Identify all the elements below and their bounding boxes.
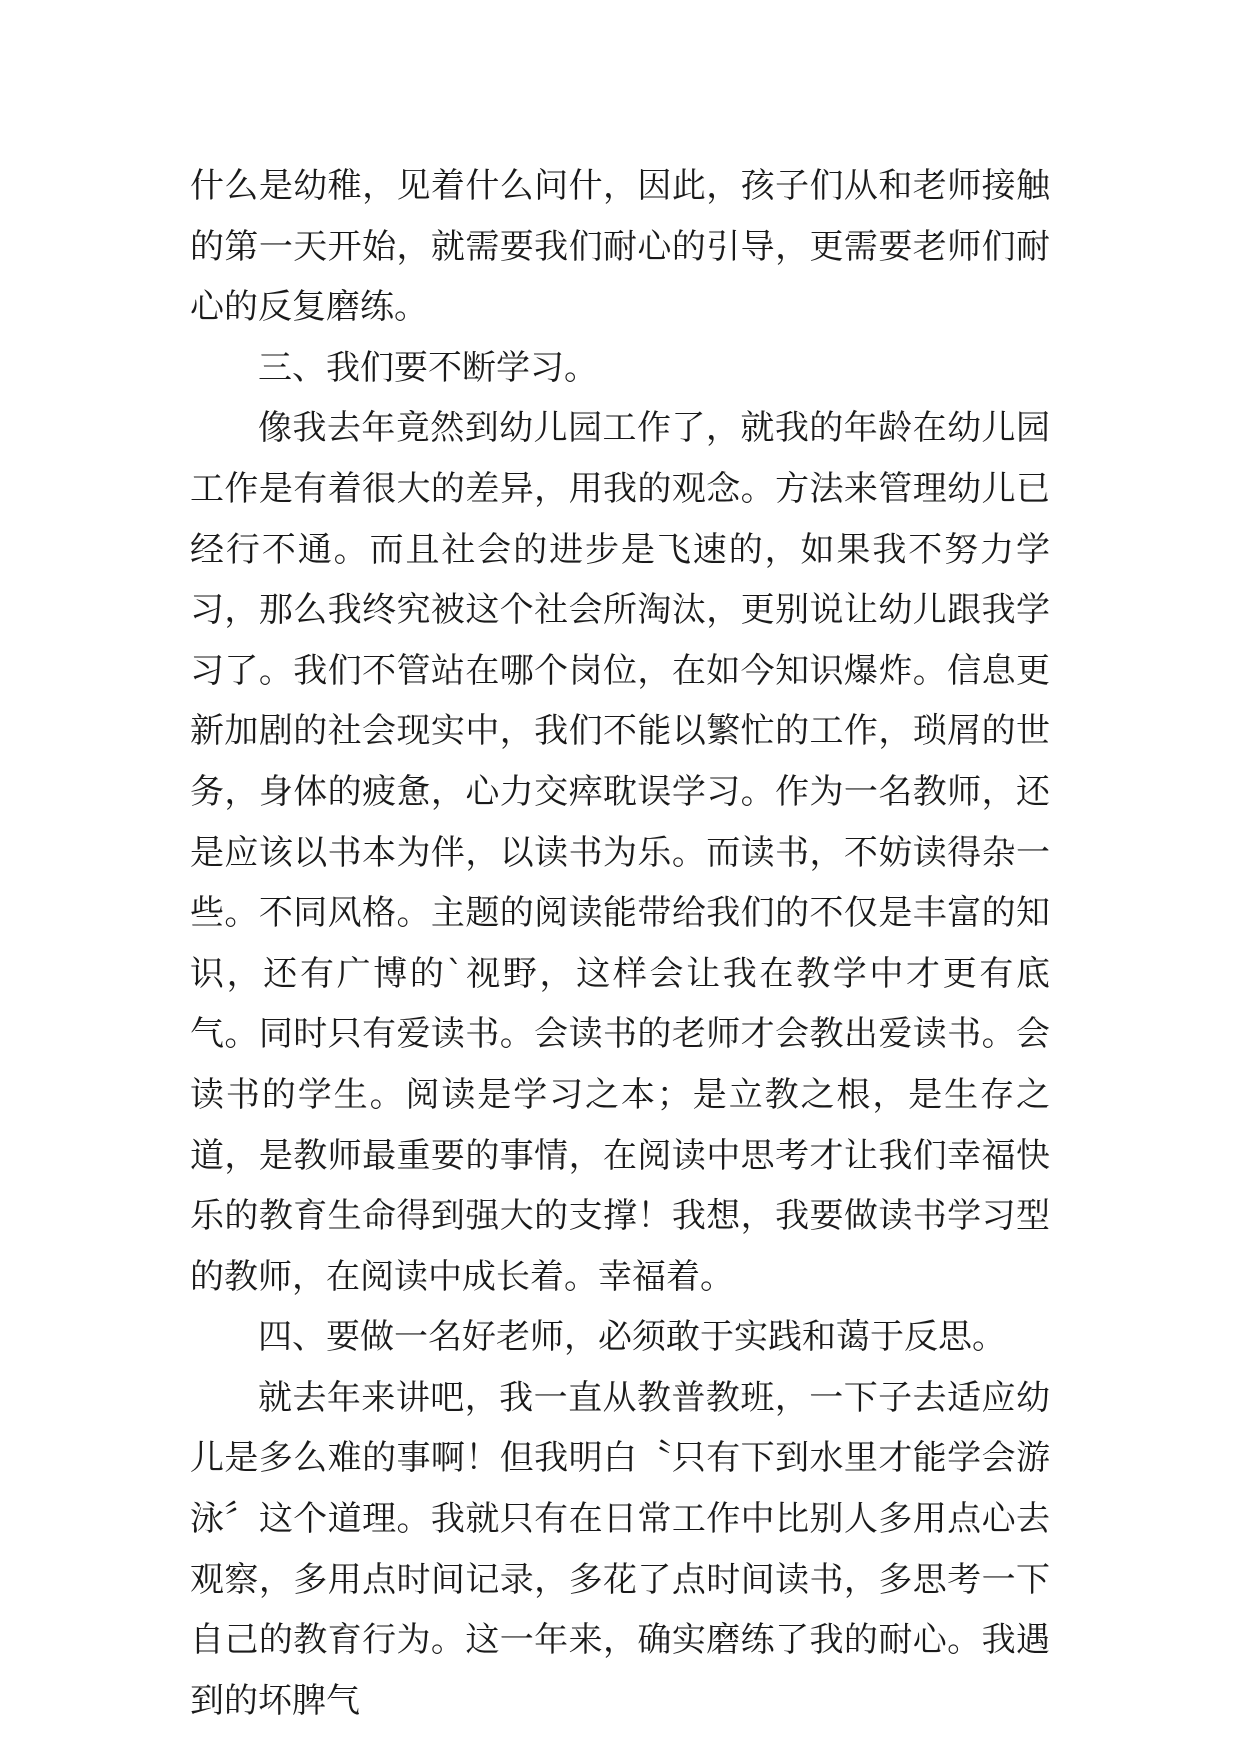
section-heading-four: 四、要做一名好老师，必须敢于实践和蔼于反思。	[258, 1317, 1006, 1358]
section-heading-three: 三、我们要不断学习。	[258, 347, 598, 388]
paragraph-practice: 就去年来讲吧，我一直从教普教班，一下子去适应幼儿是多么难的事啊！但我明白〝只有下到水里才能学会游泳〞这个道理。我就只有在日常工作中比别人多用点心去观察，多用点时间记录，多花了点时间读书，多思考一下自己的教育行为。这一年来，确实磨练了我的耐心。我遇到的坏脾气	[190, 1377, 1050, 1721]
body-text	[190, 156, 1050, 1731]
paragraph-continuation: 什么是幼稚，见着什么问什，因此，孩子们从和老师接触的第一天开始，就需要我们耐心的引导，更需要老师们耐心的反复磨练。	[190, 166, 1050, 328]
paragraph-learning: 像我去年竟然到幼儿园工作了，就我的年龄在幼儿园工作是有着很大的差异，用我的观念。方法来管理幼儿已经行不通。而且社会的进步是飞速的，如果我不努力学习，那么我终究被这个社会所淘汰，更别说让幼儿跟我学习了。我们不管站在哪个岗位，在如今知识爆炸。信息更新加剧的社会现实中，我们不能以繁忙的工作，琐屑的世务，身体的疲惫，心力交瘁耽误学习。作为一名教师，还是应该以书本为伴，以读书为乐。而读书，不妨读得杂一些。不同风格。主题的阅读能带给我们的不仅是丰富的知识，还有广博的`视野，这样会让我在教学中才更有底气。同时只有爱读书。会读书的老师才会教出爱读书。会读书的学生。阅读是学习之本；是立教之根，是生存之道，是教师最重要的事情，在阅读中思考才让我们幸福快乐的教育生命得到强大的支撑！我想，我要做读书学习型的教师，在阅读中成长着。幸福着。	[190, 408, 1050, 1297]
